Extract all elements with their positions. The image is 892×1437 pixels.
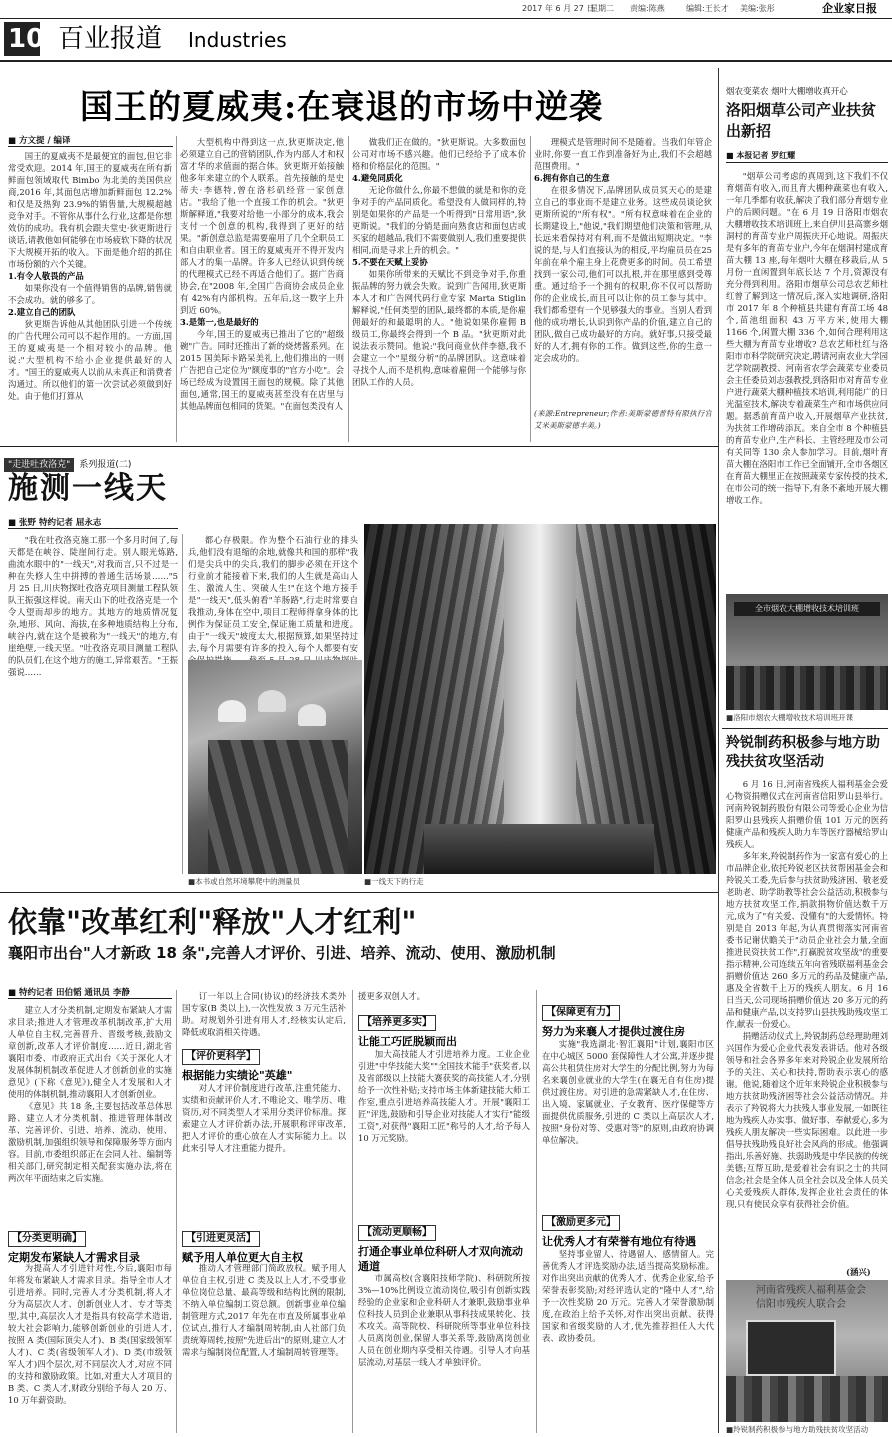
article2-photo-workers: [188, 660, 362, 874]
article3-box2-title: 根据能力实绩论"英雄": [182, 1069, 293, 1082]
sidebar1-banner: 全市烟农大棚增收技术培训班: [734, 602, 880, 616]
sidebar2-photo: [726, 1280, 888, 1422]
article3-box3-head: [182, 1226, 346, 1265]
sidebar2-banner-line2: 信阳市残疾人联合会: [756, 1299, 846, 1310]
article3-box3-title: 赋予用人单位更大自主权: [182, 1251, 303, 1264]
article2-photo2-caption: ■一线天下的行走: [364, 877, 424, 886]
sidebar1-kicker: 烟农变菜农 烟叶大棚增收真开心: [726, 87, 848, 97]
article3-byline: ■ 特约记者 田伯韬 通讯员 李静: [8, 988, 130, 998]
article2-col1: "我在吐孜洛克施工那一个多月时间了,每天都是在峡谷、陡崖间行走。别人眼光炼路,曲流水眼中的"一线天",对我而言,只不过是一种在失修人生中拼搏的普通生活场景……"5 月 25 日,川庆物探吐孜洛克项目测量工程队领队王振强这样说。南天山下的吐孜洛克是一个令人望而却步的地方。其地方的地质情况复杂,地形、风向、海拔,在多种地质结构上分布,峡谷内,就在这个是被称为"一线天"的地方,有崖绝壁,一线天坚。"吐孜洛克项目测量工程队的队员们,在这个地方的施工,异常艰苦。"王振强说……: [8, 535, 178, 677]
article1-col1: 国王的夏威夷不是最便宜的面包,但它非常受欢迎。2014 年,国王的夏威夷在所有新鲜面包领域取代 Bimbo 为北美的美国供应商,2016 年,其面包店增加新鲜面包 12.2%和仅是及热狗 23.9%的销售量,大规模超越竞争对手。不管你从事什么行业,这都是你想效仿的成功。我有机会跟夫堂史·狄更斯进行谈话,请教他如何能够在市场疲软下降的状况下大规模开拓的收入。下面是他介绍的抓住市场份额的六个关键。 1.有令人敬畏的产品 如果你没有一个值得销售的品牌,销售就不会成功。就的够多了。 2.建立自己的团队 狄更斯告诉他从其他团队引进一个传统的广告代理公司可以不起作用的。一方面,国王的夏威夷是一个相对较小的品牌。他说:"大型机构不给小企业提供最好的人才。"国王的夏威夷人以前从未真正和消费者沟通过。所以他们的第一次尝试必须做到好处。由于他们打算从: [8, 151, 172, 401]
article3-box1-body: 为提高人才引进针对性,今后,襄阳市每年将发布紧缺人才需求目录。指导全市人才引进培养。同时,完善人才分类机制,将人才分为高层次人才、创新创业人才、专才等类型,其中,高层次人才是指具有较高学术造诣,较大社会影响力,能够创新创业的引进人才,按照 A 类(国际顶尖人才)、B 类(国家级领军人才)、C 类(省级领军人才)、D 类(市级领军人才)四个层次,对不同层次人才,对应不同的支持和激励政策。比如,对重大人才项目的 B 类、C 类人才,财政分别给予每人 20 万、10 万年薪资助。: [8, 1263, 172, 1405]
issue-designer: 编辑:王长才: [686, 4, 729, 13]
article3-col1: 建立人才分类机制,定期发布紧缺人才需求目录;推进人才管理改革机制改革,扩大用人单位自主权,完善晋升、晋级考核,鼓励文章创新,改革人才评价制度……近日,湖北省襄阳市委、市政府正式出台《关于深化人才发展体制机制改革促进人才创新创业的实施意见》(下称《意见》),健全人才发展和人才使用的体制机制,推动襄阳人才创新创业。 《意见》共 18 条,主要包括改革总体思路、建立人才分类机制、推进管理体制改革、完善评价、引进、培养、流动、使用、激励机制,加强组织领导和保障服务等方面内容。目前,市委组织部正在会同人社、编制等相关部门,研究制定相关配套实施办法,将在两次年平面结束之后实施。: [8, 1005, 172, 1183]
article2-photo1-caption: ■本书或自然环境攀爬中的测量员: [188, 877, 301, 886]
sidebar2-title: 羚锐制药积极参与地方助残扶贫攻坚活动: [726, 735, 880, 770]
issue-date: 2017 年 6 月 27 日: [522, 4, 595, 13]
article3-box6-tag: 【保障更有力】: [542, 1005, 620, 1021]
article3-box2-head: [182, 1044, 346, 1083]
article3-box1-title: 定期发布紧缺人才需求目录: [8, 1251, 140, 1264]
sidebar1-caption: ■洛阳市烟农大棚增收技术培训班开课: [726, 713, 854, 722]
article3-box4-title: 让能工巧匠脱颖而出: [358, 1035, 457, 1048]
sidebar2-sign: (涵兴): [846, 1267, 871, 1277]
article3-box3-tag: 【引进更灵活】: [182, 1231, 260, 1247]
page-number: 10: [8, 24, 45, 54]
article3-col3-top: 援更多双创人才。: [358, 991, 425, 1001]
article3-box2-tag: 【评价更科学】: [182, 1049, 260, 1065]
issue-artist: 美编:张彤: [740, 4, 775, 13]
article3-box2-body: 对人才评价制度进行改革,注重凭能力、实绩和贡献评价人才,不唯论文、唯学历、唯资历,对不同类型人才采用分类评价标准。探索建立人才评价新办法,开展职称评审改革,把人才评价的重心放在人才实际能力上。以此来引导人才注重能力提升。: [182, 1083, 346, 1153]
article3-box7-head: [542, 1210, 714, 1249]
article3-box5-title: 打通企事业单位科研人才双向流动通道: [358, 1245, 523, 1273]
article2-series-tag-box: "走进吐孜洛克": [4, 458, 74, 472]
article3-box4-body: 加大高技能人才引进培养力度。工业企业引进"中华技能大奖""全国技术能手"获奖者,以及省部级以上技能大赛获奖的高技能人才,分别给予一次性补贴;支持市场主体新建技能大师工作室,重点引进培养高技能人才。开展"襄阳工匠"评选,鼓励和引导企业对技能人才实行"能级工资",对获得"襄阳工匠"称号的人才,给予每人 10 万元奖励。: [358, 1049, 530, 1143]
article3-box6-head: [542, 1000, 714, 1039]
article3-box6-title: 努力为来襄人才提供过渡住房: [542, 1025, 685, 1038]
article3-box4-head: [358, 1010, 530, 1049]
article3-box7-body: 坚持事业留人、待遇留人、感情留人。完善优秀人才评选奖励办法,适当提高奖励标准。对作出突出贡献的优秀人才、优秀企业家,给予荣誉表彰奖励;对经评选认定的"隆中人才",给予一次性奖励 20 万元。完善人才荣誉激励制度,在政治上给予关怀,对作出突出贡献、获得国家和省级奖励的人才,优先推荐担任人大代表、政协委员。: [542, 1249, 714, 1343]
article1-col3: 做我们正在做的。"狄更斯说。大多数面包公司对市场不感兴趣。他们已经给予了成本价格和价格层化的范围。" 4.避免同质化 无论你做什么,你最不想做的就是和你的竞争对手的产品同质化。希望没有人做同样的,特别是如果你的产品是一个听得到"日常用语",狄更斯说。"我们的分销是面向熟食店和面包店或买家的超越品,我们不需要做别人,我们重要提供相同,而是寻求上升的机会。" 5.不要在天赋上妥协 如果你所带来的天赋比不到竞争对手,你重振品牌的努力就会失败。说到广告闻用,狄更斯本人才和广告网代码行业专家 Marta Stiglin 解释说,"任何类型的团队,最终都的本质,是你雇佣最好的和最聪明的人。"他说如果你雇佣 B 级员工,你最终会得到一个 B 品。"狄更斯对此说法表示赞同。他说:"我问商业伙伴李德,我不会建立一个"星级分析"的品牌团队。这意味着寻找个人,而不是机构,意味着雇佣一个能够与你团队工作的人员。: [352, 137, 526, 387]
section-title-en: Industries: [188, 28, 287, 52]
sidebar2-body: 6 月 16 日,河南省残疾人福利基金会爱心物资捐赠仪式在河南省信阳罗山县举行。河南羚锐制药股份有限公司等爱心企业为信阳罗山县残疾人捐赠价值 101 万元的医药健康产品和残疾人助力车等医疗器械给罗山残疾人。 多年来,羚锐制药作为一家富有爱心的上市品牌企业,依托羚锐老区扶贫帮困基金会和羚锐关工委,先后参与扶贫助残济困、敬老爱老助老、助学助教等社会公益活动,积极参与地方扶贫攻坚工作,捐款捐物价值达数千万元,成为了"有关爱、没懂有"的大爱情怀。特别是自 2013 年起,为认真贯彻落实河南省委书记谢伏瞻关于"动员企业社会力量,全面推进民资扶贫工作",打赢脱贫攻坚战"的重要指示精神,公司连续五年向省残联福利基金会捐赠价值达 260 多万元的药品及健康产品,惠及全省数千上万的残疾人朋友。6 月 16 日当天,公司现场捐赠价值达 20 多万元的药品和健康产品,以支持罗山县扶残助残攻坚工作,献表一份爱心。 捐赠活动仪式上,羚锐制药总经理助理刘兴国作为爱心企业代表发表讲话。他对各级领导和社会各界多年来对羚锐企业发展所给予的关注、关心和扶持,帮助表示衷心的感谢。他说,随着这个近年来羚锐企业积极参与地方扶贫助残济困等社会公益活动情况。并表示了羚锐将大力扶残人事业发展,一如既往地为残疾人办实事、做好事、奉献爱心,多为残疾人朋友解决一些实际困难。以此进一步倡导扶残助残良好社会风尚的形成。他强调指出,乐善好施、扶弱助残是中华民族的传统美德;互帮互助,是爱着社会有识之士的共同信念;社会是全体人员全社会以及全体人员关心关爱残疾人群体,发挥企业社会责任的体现,只有使民众享有获得社会价值。: [726, 779, 888, 1209]
article2-byline: ■ 张野 特约记者 屈永志: [8, 518, 102, 528]
article3-box3-body: 推动人才管理部门简政放权。赋予用人单位自主权,引进 C 类及以上人才,不受事业单位岗位总量、最高等级和结构比例的限制,不纳入单位编制工资总额。创新事业单位编制管理方式,2017 年先在市直及所属事业单位试点,推行人才编制周转制,由人社部门负责统筹周转,按照"先进后出"的原则,建立人才需求与编制岗位配置,人才编制周转管理等。: [182, 1263, 346, 1357]
page-number-box: [4, 22, 45, 56]
article3-box6-body: 实施"我选湖北·智汇襄阳"计划,襄阳市区在中心城区 5000 套保障性人才公寓,并逐步提高公共租赁住房对大学生的分配比例,努力为每名来襄创业就业的大学生(在襄无自有住房)提供过渡住房。对引进的急需紧缺人才,在住房、出入境、家属就业、子女教育、医疗保健等方面提供优质服务,引进的 C 类以上高层次人才,按照"身份对等、受惠对等"的原则,由政府协调单位解决。: [542, 1039, 714, 1145]
sidebar1-photo: [726, 594, 888, 710]
section-title: 百业报道: [58, 24, 163, 54]
article2-series-tag-suffix: 系列报道(二): [79, 460, 132, 470]
article2-headline: 施测一线天: [8, 471, 168, 506]
article3-box7-title: 让优秀人才有荣誉有地位有待遇: [542, 1235, 696, 1248]
article1-col4: 理模式是管理时间不是随着。当我们年管企业时,你要一直工作到准备好为止,我们不会超越范围费用。" 6.拥有你自己的生意 在很多情况下,品牌团队成员冥天心的是建立自己的事业而不是建立业务。这些成员谈论狄更斯所说的"所有权"。"所有权意味着在企业的长期建设上,"他说,"我们期望他们决策和管理,从长远来看保持对有利,而不是做出短期决定。"李说的是,与人们直接认为的相反,平均雇员员在25年前在单个雇主身上花费更多的时间。员工希望找到一家公司,他们可以扎根,并在那里感到受尊重。通过给予一个拥有的权职,你不仅可以帮助你的企业成长,而且可以让你的员工参与其中。我们都希望有一个见够强大的事业。当别人看到他的成功增长,认识到你产品的价值,建立自己的团队,做自己成功最好的方向。就好事,只接受最好的人才,拥有你的工作。做到这些,你的生意一定会成功的。: [534, 137, 712, 363]
paper-name: 企业家日报: [822, 2, 877, 15]
article2-series-tag: [4, 452, 131, 468]
article3-col2-top: 订一年以上合同(协议)的经济技术类外国专家(B 类以上),一次性发放 3 万元生活补助。对规划外引进有用人才,经核实认定后,降低或取消相关待遇。: [182, 991, 346, 1037]
article3-headline: 依靠"改革红利"释放"人才红利": [8, 905, 417, 939]
sidebar2-caption: ■羚锐制药积极参与地方助残扶贫攻坚活动: [726, 1425, 869, 1434]
sidebar2-banner-line1: 河南省残疾人福利基金会: [756, 1285, 866, 1296]
issue-weekday: 星期二: [590, 4, 614, 13]
article1-col2: 大型机构中得到这一点,狄更斯决定,他必须建立自己的营销团队,作为内部人才和权富才华的求值面的据合体。狄更斯开始接触他多年来建立的个人联系。首先接触的是史蒂夫·李德特,曾在洛杉矶经营一家创意店。"我给了他一个直接工作的机会。"狄更斯解释道,"我要对给他一小部分的成本,我会支付一个创意的机构,我得到了更好的结果。"新创意总监是需要雇用了几个全职员工和自由职业者。国王的夏威夷开不得开发内部人才的集一品牌。许多人已经认识到传统的代理模式已经不再适合他们了。据广告商协会,在"2008 年,全国广告商协会成员企业有 42%有内部机构。五年后,这一数字上升到近 60%。 3.是第一,也是最好的 今年,国王的夏威夷已推出了它的"超级碗"广告。同时还推出了新的烧烤酱系列。在 2015 国美际卡路呆美礼上,他们推出的一则广告把自己定位为"额度事的"官方小吃"。会场已经成为设置国王面包的规模。除了其他面包,通常,国王的夏威夷甚至没有在店里与其他品牌面包相同的货架。"在面包类没有人: [180, 137, 344, 411]
article3-box4-tag: 【培养更多实】: [358, 1015, 436, 1031]
sidebar1-body: "烟草公司考虑的真周到,这下我们不仅育烟苗有收入,而且育大棚种蔬菜也有收入,一年几季都有收获,解决了我们部分育烟专业户的后顾问题。"在 6 月 19 日洛阳市烟农大棚增收技术培训班上,来自伊川县高寨乡烟洞村的育苗专业户周振庆开心地说。周振庆是有多年的育苗专业户,今年在烟洞村建成育苗大棚 13 座,每年烟叶大棚在移栽后,从 5 月份一直闲置到年底长达 7 个月,资源没有充分得到利用。洛阳市烟草公司总农艺师杜红曾了解到这一情况后,深入实地调研,洛阳市 2017 年 8 个种植县共建有育苗工场 48 个,苗池组面积 43 万平方米,使用大棚 1166 个,闲置大棚 336 个,如何合理利用这些大棚为育苗专业增收? 总农艺师杜红与洛阳市市科学院研究决定,聘请河南农业大学园艺学院副教授、河南省农学会蔬菜专业委员会主任委员刘志强教授,到洛阳市对育苗专业户进行蔬菜大棚种植技术培训,利用能广的日光温室技术,解决专着蔬菜生产和市场供应问题。据悉前育苗户收入,开展烟草产业扶贫,为扶贫工作增砖添瓦。来自全市 8 个种植县的育苗专业户,生产科长、主管经理及市公司有关同等 130 余人参加学习。目前,烟叶育苗大棚在洛阳市工作已全面铺开,全市各烟区在育苗大棚里正在按照蔬菜专家传授的技术,在市公司的统一指导下,有条不紊地开展大棚增收工作。: [726, 171, 888, 505]
article3-subtitle: 襄阳市出台"人才新政 18 条",完善人才评价、引进、培养、流动、使用、激励机制: [8, 944, 556, 962]
masthead-top: [0, 0, 892, 18]
article2-col2: 都心存极限。作为整个石油行业的排头兵,他们没有退缩的余地,就像共和国的那样"我们是尖兵中的尖兵,我们的脚步必须在开这个行业前才能接着下来,我们的人生就是高山人生、激流人生、突破人生!"在这个地方接手是"一线天",低头俯看"羊肠路",行走时常要自我推动,身体在空中,项目工程师得拿身体的比例作为保证员工安全,保证施工质量和进度。由于"一线天"坡度太大,根据预算,如果坚持过去,每个月需要有许多的投入,每个人都要有安: [188, 535, 358, 653]
article1-headline: 国王的夏威夷:在衰退的市场中逆袭: [80, 87, 604, 126]
article3-box5-body: 市属高校(含襄阳技师学院)、科研院所按 3%—10%比例设立流动岗位,吸引有创新实践经验的企业家和企业科研人才兼职,鼓励事业单位科技人员到企业兼职从事科技成果转化、技术攻关。高等院校、科研院所等事业单位科技人员离岗创业,保留人事关系等,鼓励离岗创业人员在创业期内享受相关待遇。引导人才向基层流动,对基层一线人才单独评价。: [358, 1273, 530, 1367]
sidebar1-byline: ■ 本报记者 罗红耀: [726, 151, 796, 160]
article3-box1-tag: 【分类更明确】: [8, 1231, 86, 1247]
article3-box1-head: [8, 1226, 172, 1265]
article2-photo-canyon: [364, 524, 716, 874]
article3-box7-tag: 【激励更多元】: [542, 1215, 620, 1231]
article3-box5-head: [358, 1220, 530, 1274]
issue-editor: 责编:陈燕: [630, 4, 665, 13]
article1-source: (来源:Entrepreneur;作者:美斯蒙德普特有限执行官 艾米美斯蒙德丰美。): [534, 409, 712, 430]
article3-box5-tag: 【流动更顺畅】: [358, 1225, 436, 1241]
sidebar1-title: 洛阳烟草公司产业扶贫出新招: [726, 101, 877, 140]
article1-byline: ■ 方文提 / 编译: [8, 136, 71, 146]
